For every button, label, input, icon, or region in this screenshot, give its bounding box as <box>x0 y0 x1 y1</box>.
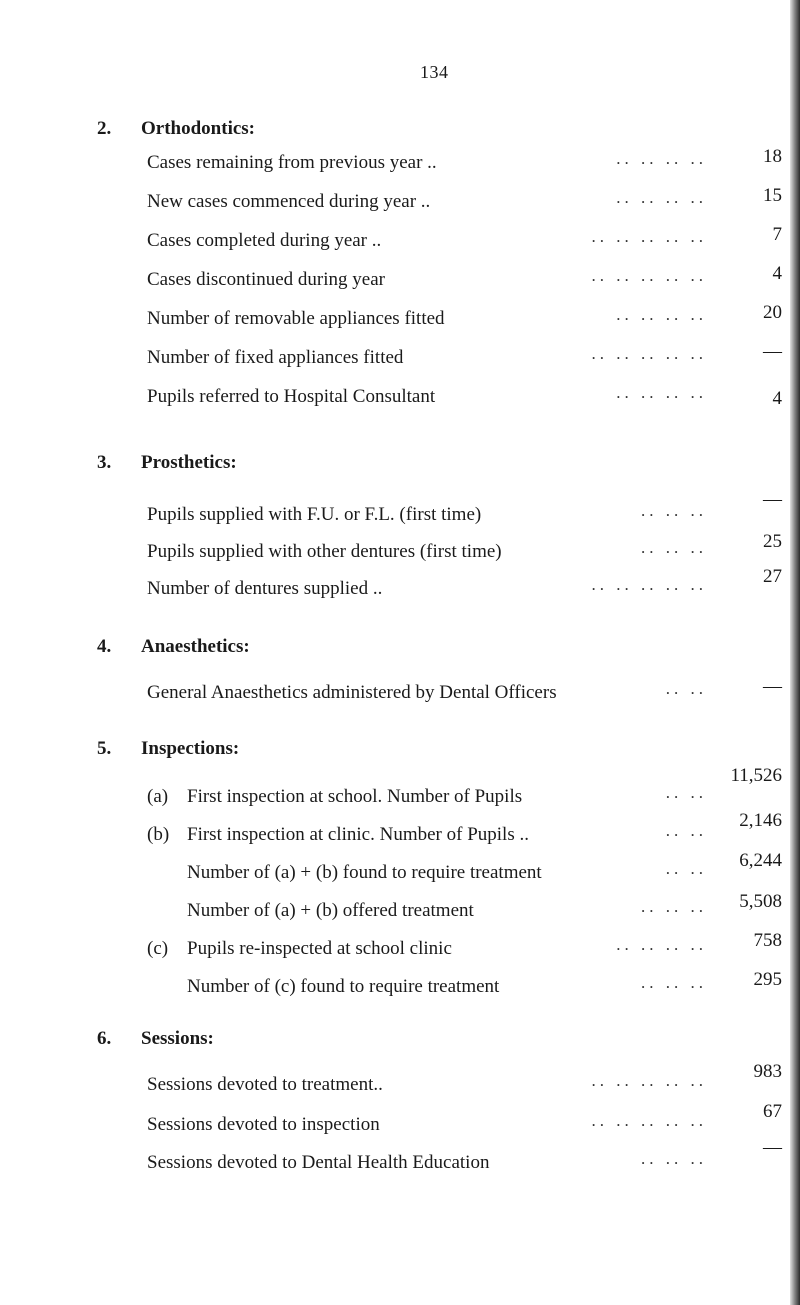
section-number: 5. <box>97 738 112 759</box>
row-sublabel: (a) <box>147 786 169 807</box>
row-value: 18 <box>763 146 782 167</box>
section-title: Orthodontics: <box>141 118 255 139</box>
dot-leader: .. .. .. .. .. <box>591 227 707 246</box>
row-label: Pupils re-inspected at school clinic <box>187 938 452 959</box>
row-sublabel: (c) <box>147 938 169 959</box>
dot-leader: .. .. <box>665 859 707 878</box>
row-label: Sessions devoted to treatment.. <box>147 1074 383 1095</box>
row-label: Cases remaining from previous year .. <box>147 152 437 173</box>
list-item <box>147 576 707 602</box>
list-item <box>147 1150 707 1176</box>
section-number: 2. <box>97 118 112 139</box>
dot-leader: .. .. .. .. <box>616 305 707 324</box>
dot-leader: .. .. <box>665 679 707 698</box>
row-label: Pupils supplied with other dentures (first time) <box>147 541 502 562</box>
row-label: Sessions devoted to inspection <box>147 1114 380 1135</box>
dot-leader: .. .. .. <box>641 973 707 992</box>
row-label: Number of (a) + (b) offered treatment <box>187 900 474 921</box>
section-heading-orthodontics <box>97 118 255 140</box>
dot-leader: .. .. <box>665 783 707 802</box>
row-value: 4 <box>772 388 782 409</box>
dot-leader: .. .. .. .. <box>616 149 707 168</box>
dot-leader: .. .. .. <box>641 501 707 520</box>
row-value: — <box>763 676 782 697</box>
section-heading-prosthetics <box>97 452 237 474</box>
list-item <box>147 822 707 848</box>
dot-leader: .. .. .. .. .. <box>591 266 707 285</box>
dot-leader: .. .. .. .. <box>616 383 707 402</box>
list-item <box>147 784 707 810</box>
row-value: 983 <box>753 1061 782 1082</box>
row-label: Number of dentures supplied .. <box>147 578 383 599</box>
dot-leader: .. .. .. .. <box>616 935 707 954</box>
row-label: First inspection at clinic. Number of Pupils .. <box>187 824 529 845</box>
section-title: Inspections: <box>141 738 240 759</box>
row-sublabel: (b) <box>147 824 170 845</box>
list-item <box>147 974 707 1000</box>
row-value: 5,508 <box>739 891 782 912</box>
list-item <box>147 502 707 528</box>
row-label: Number of (c) found to require treatment <box>187 976 500 997</box>
row-value: 7 <box>772 224 782 245</box>
row-label: Sessions devoted to Dental Health Education <box>147 1152 490 1173</box>
list-item <box>147 898 707 924</box>
dot-leader: .. .. .. <box>641 1149 707 1168</box>
row-value: 4 <box>772 263 782 284</box>
page-edge-shadow <box>790 0 800 1305</box>
list-item <box>147 150 707 176</box>
row-value: 758 <box>753 930 782 951</box>
row-value: — <box>763 1137 782 1158</box>
list-item <box>147 539 707 565</box>
list-item <box>147 228 707 254</box>
row-value: 67 <box>763 1101 782 1122</box>
section-heading-anaesthetics <box>97 636 250 658</box>
list-item <box>147 936 707 962</box>
dot-leader: .. .. .. .. .. <box>591 1111 707 1130</box>
row-value: — <box>763 489 782 510</box>
list-item <box>147 1112 707 1138</box>
list-item <box>147 345 707 371</box>
row-value: 25 <box>763 531 782 552</box>
list-item <box>147 306 707 332</box>
row-value: 6,244 <box>739 850 782 871</box>
section-heading-inspections <box>97 738 239 760</box>
row-value: 295 <box>753 969 782 990</box>
row-value: 15 <box>763 185 782 206</box>
list-item <box>147 189 707 215</box>
dot-leader: .. .. .. .. <box>616 188 707 207</box>
section-title: Prosthetics: <box>141 452 237 473</box>
row-value: — <box>763 341 782 362</box>
dot-leader: .. .. .. .. .. <box>591 344 707 363</box>
list-item <box>147 384 707 410</box>
row-label: Number of removable appliances fitted <box>147 308 445 329</box>
row-label: Cases completed during year .. <box>147 230 382 251</box>
row-label: Cases discontinued during year <box>147 269 385 290</box>
section-number: 6. <box>97 1028 112 1049</box>
row-value: 2,146 <box>739 810 782 831</box>
row-label: Number of (a) + (b) found to require treatment <box>187 862 542 883</box>
list-item <box>147 267 707 293</box>
list-item <box>147 860 707 886</box>
list-item <box>147 680 707 706</box>
page-number: 134 <box>420 62 449 82</box>
dot-leader: .. .. .. <box>641 538 707 557</box>
dot-leader: .. .. .. .. .. <box>591 1071 707 1090</box>
row-label: Pupils referred to Hospital Consultant <box>147 386 436 407</box>
row-label: First inspection at school. Number of Pupils <box>187 786 523 807</box>
section-title: Sessions: <box>141 1028 214 1049</box>
row-label: General Anaesthetics administered by Dental Officers <box>147 682 557 703</box>
dot-leader: .. .. .. <box>641 897 707 916</box>
list-item <box>147 1072 707 1098</box>
section-title: Anaesthetics: <box>141 636 250 657</box>
row-label: Pupils supplied with F.U. or F.L. (first time) <box>147 504 482 525</box>
section-number: 3. <box>97 452 112 473</box>
row-value: 11,526 <box>730 765 782 786</box>
dot-leader: .. .. .. .. .. <box>591 575 707 594</box>
section-number: 4. <box>97 636 112 657</box>
row-value: 20 <box>763 302 782 323</box>
section-heading-sessions <box>97 1028 214 1050</box>
row-label: New cases commenced during year .. <box>147 191 431 212</box>
dot-leader: .. .. <box>665 821 707 840</box>
row-label: Number of fixed appliances fitted <box>147 347 404 368</box>
row-value: 27 <box>763 566 782 587</box>
